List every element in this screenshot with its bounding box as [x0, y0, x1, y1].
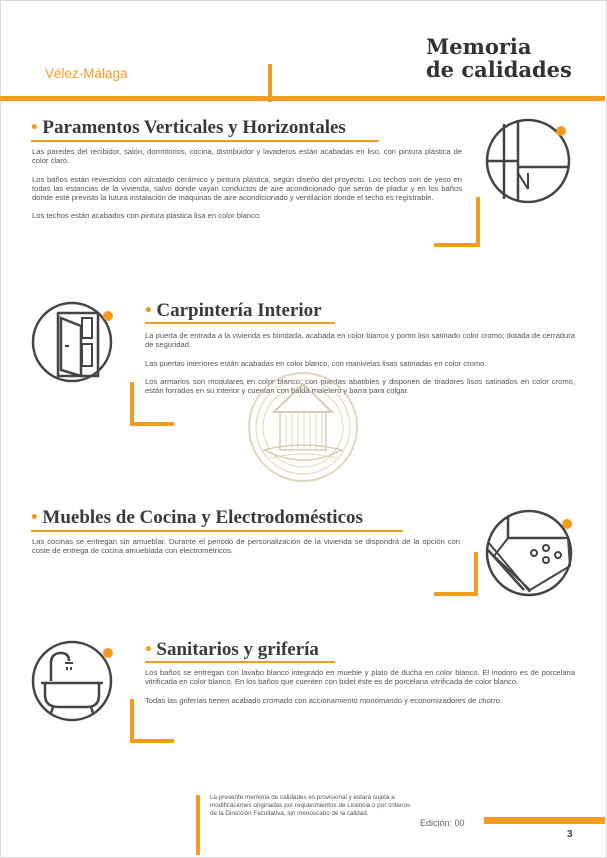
bullet-dot: •	[31, 507, 38, 528]
corner-bracket-accent	[434, 197, 480, 247]
section-title-carpinteria: • Carpintería Interior	[145, 300, 322, 321]
section-body-sanitarios	[145, 668, 575, 705]
paragraph: Los armarios son modulares en color blanco, con puertas abatibles y disponen de tiradores lisos satinados en color cromo, están forrados en su interior y cuentan con balda maletero y barra para colgar.	[145, 376, 575, 396]
paragraph: Los baños se entregan con lavabo blanco integrado en mueble y plato de ducha en color blanco. El inodoro es de porcelana vitrificada en color blanco. En los baños que cuenten con bidet éste es de porcelana vitrificada de color blanco.	[145, 668, 575, 687]
watermark-emblem	[246, 370, 360, 484]
footer-vertical-accent	[196, 795, 200, 855]
section-underline	[31, 140, 379, 142]
corner-bracket-accent	[434, 552, 478, 596]
page-title-line1: Memoria	[426, 34, 532, 59]
bullet-dot: •	[31, 117, 38, 138]
section-underline	[31, 530, 403, 532]
bullet-dot: •	[145, 639, 152, 660]
bullet-dot: •	[145, 300, 152, 321]
location-label: Vélez-Málaga	[45, 66, 128, 81]
paragraph: Los baños están revestidos con alicatado cerámico y pintura plástica, según diseño del proyecto. Los techos son de yeso en todas las estancias de la vivienda, salvo donde vayan conductos de aire acondicionado que serán de pladur y en los baños donde esté previsto la futura instalación de máquinas de aire acondicionado y ventilación donde el techo es registrable.	[32, 174, 462, 203]
paragraph: Los techos están acabados con pintura plástica lisa en color blanco.	[32, 211, 262, 221]
footer-disclaimer: La presente memoria de calidades es provisional y estará sujeta a modificaciones originadas por requerimientos de Licencia o por criterios de la Dirección Facultativa, sin menoscabo de la calidad.	[210, 794, 411, 817]
kitchen-cooktop-icon	[484, 508, 576, 600]
bathtub-icon	[31, 637, 121, 727]
door-icon	[31, 298, 121, 388]
section-underline	[145, 661, 335, 663]
paragraph: Las puertas interiores están acabadas en color blanco, con manivelas lisas satinadas en color cromo.	[145, 358, 487, 368]
section-body-paramentos	[32, 147, 462, 221]
page-title-line2: de calidades	[426, 57, 572, 82]
corner-bracket-accent	[130, 699, 174, 743]
section-title-paramentos: • Paramentos Verticales y Horizontales	[31, 117, 346, 138]
section-body-carpinteria	[145, 331, 575, 395]
page-number: 3	[567, 829, 573, 840]
edition-label: Edición: 00	[420, 818, 465, 828]
footer-bar	[484, 817, 605, 824]
paragraph: La puerta de entrada a la vivienda es blindada, acabada en color blanco y pomo liso satinado color cromo; dotada de cerradura de seguridad.	[145, 331, 575, 350]
page-title	[426, 35, 572, 81]
section-title-sanitarios: • Sanitarios y grifería	[145, 639, 319, 660]
section-underline	[145, 322, 335, 324]
paragraph: Las cocinas se entregan sin amueblar. Durante el periodo de personalización de la vivienda se dispondrá de la opción con coste de entrega de cocina amueblada con electrométricos.	[32, 537, 460, 556]
paragraph: Todas las griferías tienen acabado cromado con accionamiento monomando y economizadores de chorro.	[145, 695, 503, 705]
section-body-muebles	[32, 537, 460, 556]
header-bar	[0, 96, 605, 101]
wall-corner-icon	[484, 117, 574, 207]
paragraph: Las paredes del recibidor, salón, dormitorios, cocina, distribuidor y lavaderos están acabadas en liso, con pintura plástica de color claro.	[32, 147, 462, 166]
section-title-muebles: • Muebles de Cocina y Electrodomésticos	[31, 507, 363, 528]
